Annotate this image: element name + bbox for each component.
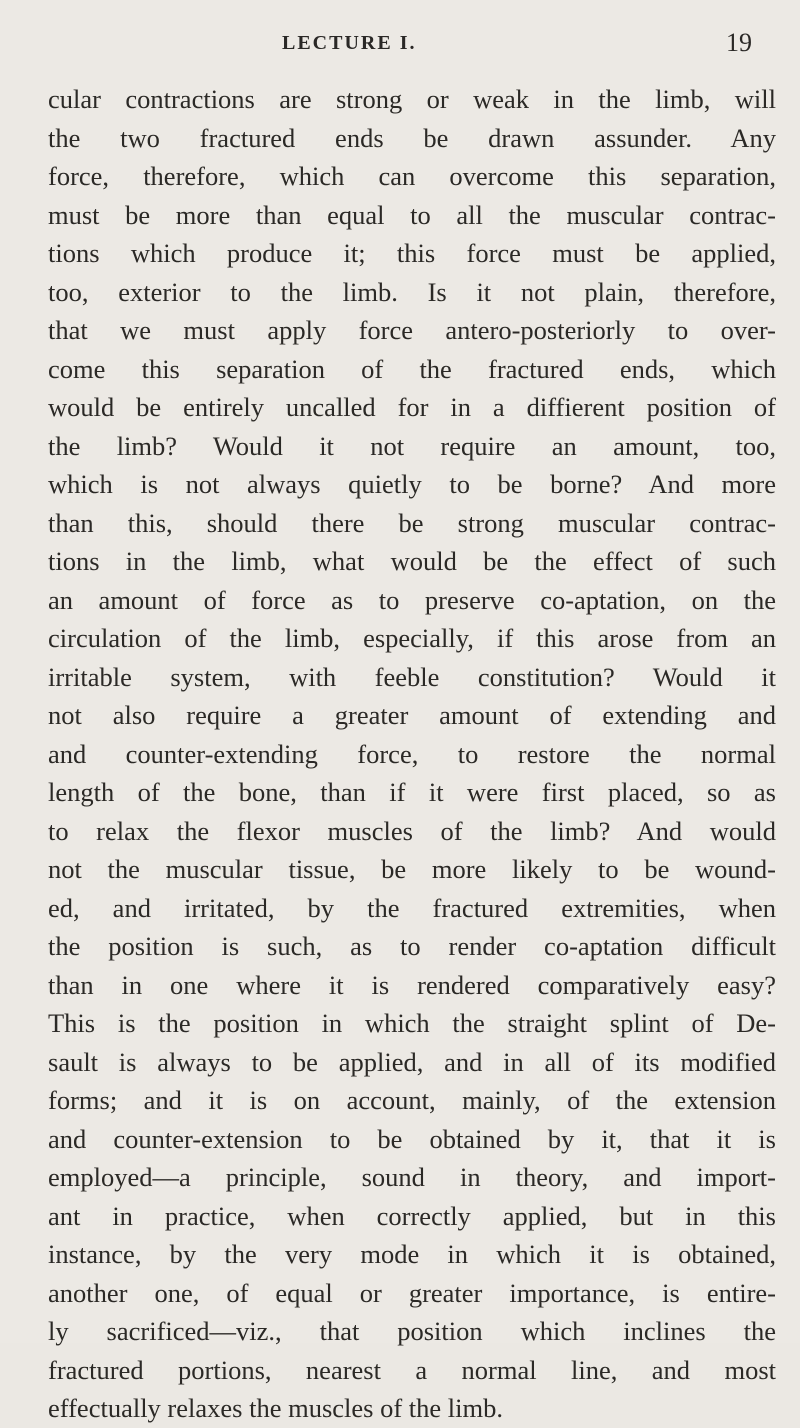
- text-line: circulation of the limb, especially, if this arose from an: [48, 623, 776, 653]
- text-line: force, therefore, which can overcome this separation,: [48, 161, 776, 191]
- text-line: tions in the limb, what would be the effect of such: [48, 546, 776, 576]
- text-line: than in one where it is rendered comparatively easy?: [48, 969, 776, 1000]
- text-line: tions which produce it; this force must be applied,: [48, 238, 776, 268]
- text-line: the two fractured ends be drawn assunder. Any: [48, 122, 776, 153]
- text-line: too, exterior to the limb. Is it not plain, therefore,: [48, 276, 776, 307]
- text-line: and counter-extension to be obtained by it, that it is: [48, 1123, 776, 1154]
- text-line: an amount of force as to preserve co-aptation, on the: [48, 584, 776, 615]
- text-line: than this, should there be strong muscular contrac-: [48, 507, 776, 538]
- text-line: not the muscular tissue, be more likely to be wound-: [48, 854, 776, 884]
- text-line: come this separation of the fractured ends, which: [48, 353, 776, 384]
- text-line: employed—a principle, sound in theory, and import-: [48, 1162, 776, 1192]
- text-line: the position is such, as to render co-aptation difficult: [48, 931, 776, 961]
- text-line: the limb? Would it not require an amount, too,: [48, 430, 776, 461]
- text-line: not also require a greater amount of extending and: [48, 700, 776, 730]
- running-title: LECTURE I.: [282, 32, 417, 54]
- body-text: [48, 80, 776, 1428]
- running-head: [0, 28, 800, 58]
- text-line: would be entirely uncalled for in a diffierent position of: [48, 392, 776, 422]
- text-line: ant in practice, when correctly applied, but in this: [48, 1200, 776, 1231]
- text-line: must be more than equal to all the muscular contrac-: [48, 199, 776, 230]
- text-line: irritable system, with feeble constitution? Would it: [48, 661, 776, 692]
- text-line: length of the bone, than if it were first placed, so as: [48, 777, 776, 807]
- page-number: 19: [726, 28, 752, 57]
- text-line: ly sacrificed—viz., that position which inclines the: [48, 1316, 776, 1346]
- text-line: sault is always to be applied, and in all of its modified: [48, 1046, 776, 1077]
- text-line: to relax the flexor muscles of the limb? And would: [48, 815, 776, 846]
- text-line: effectually relaxes the muscles of the limb.: [48, 1393, 504, 1423]
- text-line: which is not always quietly to be borne? And more: [48, 469, 776, 499]
- text-line: that we must apply force antero-posteriorly to over-: [48, 315, 776, 345]
- text-line: forms; and it is on account, mainly, of the extension: [48, 1085, 776, 1115]
- text-line: cular contractions are strong or weak in the limb, will: [48, 84, 776, 114]
- text-line: and counter-extending force, to restore the normal: [48, 738, 776, 769]
- text-line: This is the position in which the straight splint of De-: [48, 1008, 776, 1038]
- text-line: ed, and irritated, by the fractured extremities, when: [48, 892, 776, 923]
- text-line: fractured portions, nearest a normal line, and most: [48, 1354, 776, 1385]
- text-line: another one, of equal or greater importance, is entire-: [48, 1277, 776, 1308]
- text-line: instance, by the very mode in which it is obtained,: [48, 1239, 776, 1269]
